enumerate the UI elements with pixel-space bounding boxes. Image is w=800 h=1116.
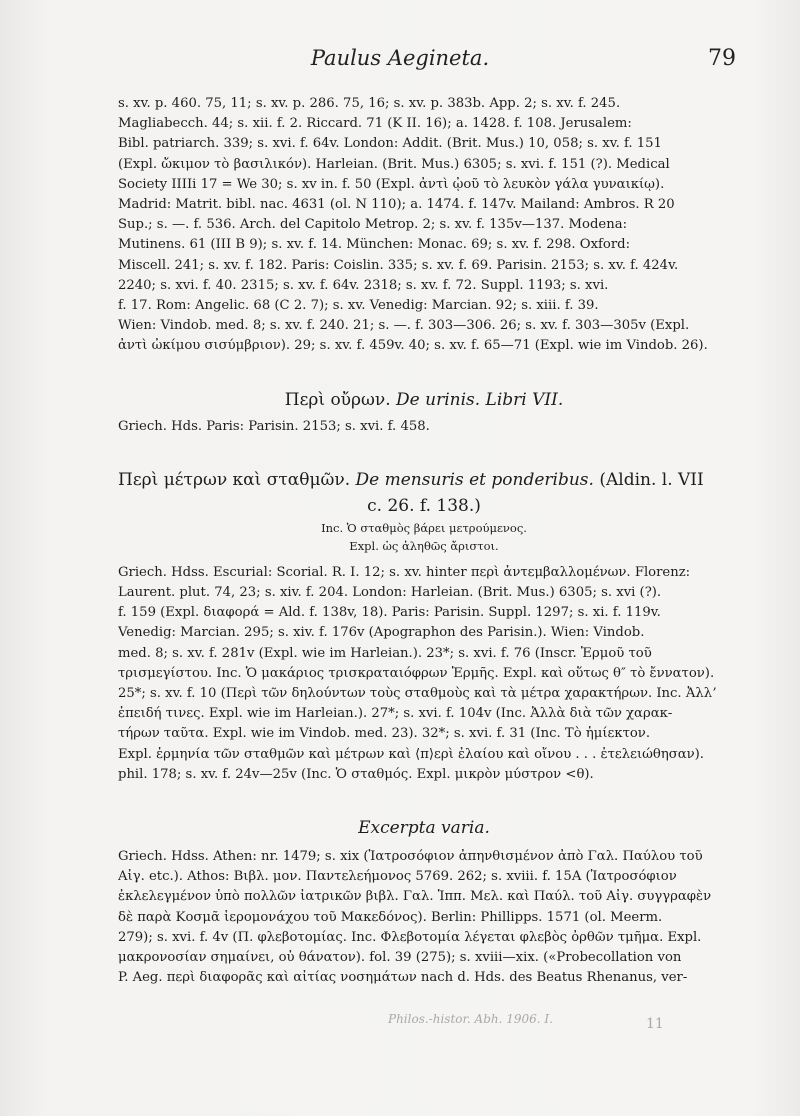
explicit: Expl. ὡς ἀληθῶς ἄριστοι. (349, 538, 499, 553)
section-heading-de-mensuris (118, 467, 730, 493)
footer-publication: Philos.-histor. Abh. 1906. I. (388, 1012, 553, 1026)
text-line: s. xv. p. 460. 75, 11; s. xv. p. 286. 75, 16; s. xv. p. 383b. App. 2; s. xv. f. 245. (118, 96, 621, 111)
text-line: Madrid: Matrit. bibl. nac. 4631 (ol. N 110); a. 1474. f. 147v. Mailand: Ambros. R 20 (118, 197, 675, 213)
text-line: Griech. Hdss. Athen: nr. 1479; s. xix (Ἰατροσόφιον ἀπηνθισμένον ἀπὸ Γαλ. Παύλου τοῦ (118, 849, 703, 865)
text-line: δὲ παρὰ Κοσμᾶ ἱερομονάχου τοῦ Μακεδόνος). Berlin: Phillipps. 1571 (ol. Meerm. (118, 909, 663, 925)
heading-reference-continued: c. 26. f. 138.) (367, 495, 481, 516)
text-line: Venedig: Marcian. 295; s. xiv. f. 176v (Apographon des Parisin.). Wien: Vindob. (118, 625, 645, 641)
text-line: Αἰγ. etc.). Athos: Βιβλ. μον. Παντελεήμονος 5769. 262; s. xviii. f. 15A (Ἰατροσόφιον (118, 869, 677, 885)
text-line: Magliabecch. 44; s. xii. f. 2. Riccard. 71 (K II. 16); a. 1428. f. 108. Jerusalem: (118, 116, 632, 132)
heading-latin: Excerpta varia. (358, 818, 490, 839)
section-heading-excerpta (118, 815, 730, 841)
manuscript-list-block-1 (118, 94, 730, 357)
page-body (118, 94, 730, 989)
text-line: τήρων ταῦτα. Expl. wie im Vindob. med. 23). 32*; s. xvi. f. 31 (Inc. Τὸ ἡμίεκτον. (118, 726, 651, 742)
text-line: ἀντὶ ὠκίμου σισύμβριον). 29; s. xv. f. 459v. 40; s. xv. f. 65—71 (Expl. wie im Vindob. 26). (118, 338, 708, 354)
footer-sheet-number: 11 (646, 1016, 664, 1032)
page-number: 79 (708, 46, 736, 71)
text-line: 2240; s. xvi. f. 40. 2315; s. xv. f. 64v. 2318; s. xv. f. 72. Suppl. 1193; s. xvi. (118, 277, 609, 293)
text-line: τρισμεγίστου. Inc. Ὁ μακάριος τρισκραταιόφρων Ἑρμῆς. Expl. καὶ οὕτως θ″ τὸ ἔννατον). (118, 665, 715, 681)
text-line: Laurent. plut. 74, 23; s. xiv. f. 204. London: Harleian. (Brit. Mus.) 6305; s. xvi (?). (118, 585, 662, 601)
text-line: f. 17. Rom: Angelic. 68 (C 2. 7); s. xv. Venedig: Marcian. 92; s. xiii. f. 39. (118, 298, 599, 314)
de-urinis-manuscripts (118, 417, 730, 437)
section-heading-de-urinis (118, 387, 730, 413)
text-line: 25*; s. xv. f. 10 (Περὶ τῶν δηλούντων τοὺς σταθμοὺς καὶ τὰ μέτρα χαρακτήρων. Inc. Ἀλλʼ (118, 686, 717, 702)
text-line: Wien: Vindob. med. 8; s. xv. f. 240. 21; s. —. f. 303—306. 26; s. xv. f. 303—305v (Expl. (118, 318, 690, 334)
text-line: phil. 178; s. xv. f. 24v—25v (Inc. Ὁ σταθμός. Expl. μικρὸν μύστρον <θ). (118, 766, 594, 782)
manuscript-list-block-3 (118, 847, 730, 988)
text-line: ἐκλελεγμένον ὑπὸ πολλῶν ἰατρικῶν βιβλ. Γαλ. Ἱππ. Μελ. καὶ Παύλ. τοῦ Αἰγ. συγγραφὲν (118, 889, 712, 905)
text-line: Miscell. 241; s. xv. f. 182. Paris: Coislin. 335; s. xv. f. 69. Parisin. 2153; s. xv. f. 424v. (118, 257, 679, 273)
text-line: f. 159 (Expl. διαφορά = Ald. f. 138v, 18). Paris: Parisin. Suppl. 1297; s. xi. f. 119v. (118, 605, 661, 621)
text-line: 279); s. xvi. f. 4v (Π. φλεβοτομίας. Inc. Φλεβοτομία λέγεται φλεβὸς ὀρθῶν τμῆμα. Expl. (118, 929, 702, 945)
heading-latin: De mensuris et ponderibus. (355, 469, 594, 490)
running-header (0, 44, 800, 74)
text-line: Griech. Hdss. Escurial: Scorial. R. I. 12; s. xv. hinter περὶ ἀντεμβαλλομένων. Florenz: (118, 564, 691, 580)
text-line: Expl. ἑρμηνία τῶν σταθμῶν καὶ μέτρων καὶ ⟨π⟩ερὶ ἐλαίου καὶ οἴνου . . . ἐτελειώθησαν). (118, 746, 704, 762)
text-line: Sup.; s. —. f. 536. Arch. del Capitolo Metrop. 2; s. xv. f. 135v—137. Modena: (118, 217, 628, 233)
heading-reference: (Aldin. l. VII (599, 469, 704, 490)
text-line: Griech. Hds. Paris: Parisin. 2153; s. xvi. f. 458. (118, 418, 430, 434)
manuscript-list-block-2 (118, 563, 730, 785)
text-line: Society IIIIi 17 = We 30; s. xv in. f. 50 (Expl. ἀντὶ ᾠοῦ τὸ λευκὸν γάλα γυναικίῳ). (118, 176, 665, 192)
heading-greek: Περὶ οὔρων. (284, 389, 391, 410)
text-line: med. 8; s. xv. f. 281v (Expl. wie im Harleian.). 23*; s. xvi. f. 76 (Inscr. Ἑρμοῦ τοῦ (118, 645, 652, 661)
incipit: Inc. Ὁ σταθμὸς βάρει μετρούμενος. (321, 520, 527, 535)
heading-latin: De urinis. Libri VII. (396, 389, 564, 410)
text-line: Bibl. patriarch. 339; s. xvi. f. 64v. London: Addit. (Brit. Mus.) 10, 058; s. xv. f. 151 (118, 136, 662, 152)
heading-greek: Περὶ μέτρων καὶ σταθμῶν. (118, 469, 351, 490)
text-line: P. Aeg. περὶ διαφορᾶς καὶ αἰτίας νοσημάτων nach d. Hds. des Beatus Rhenanus, ver- (118, 970, 688, 986)
text-line: ἐπειδή τινες. Expl. wie im Harleian.). 27*; s. xvi. f. 104v (Inc. Ἀλλὰ διὰ τῶν χαρακ- (118, 706, 673, 722)
running-title: Paulus Aegineta. (310, 46, 490, 70)
text-line: (Expl. ὤκιμον τὸ βασιλικόν). Harleian. (Brit. Mus.) 6305; s. xvi. f. 151 (?). Medical (118, 156, 670, 172)
text-line: Mutinens. 61 (III B 9); s. xv. f. 14. München: Monac. 69; s. xv. f. 298. Oxford: (118, 237, 631, 253)
text-line: μακρονοσίαν σημαίνει, οὐ θάνατον). fol. 39 (275); s. xviii—xix. («Probecollation von (118, 950, 682, 966)
